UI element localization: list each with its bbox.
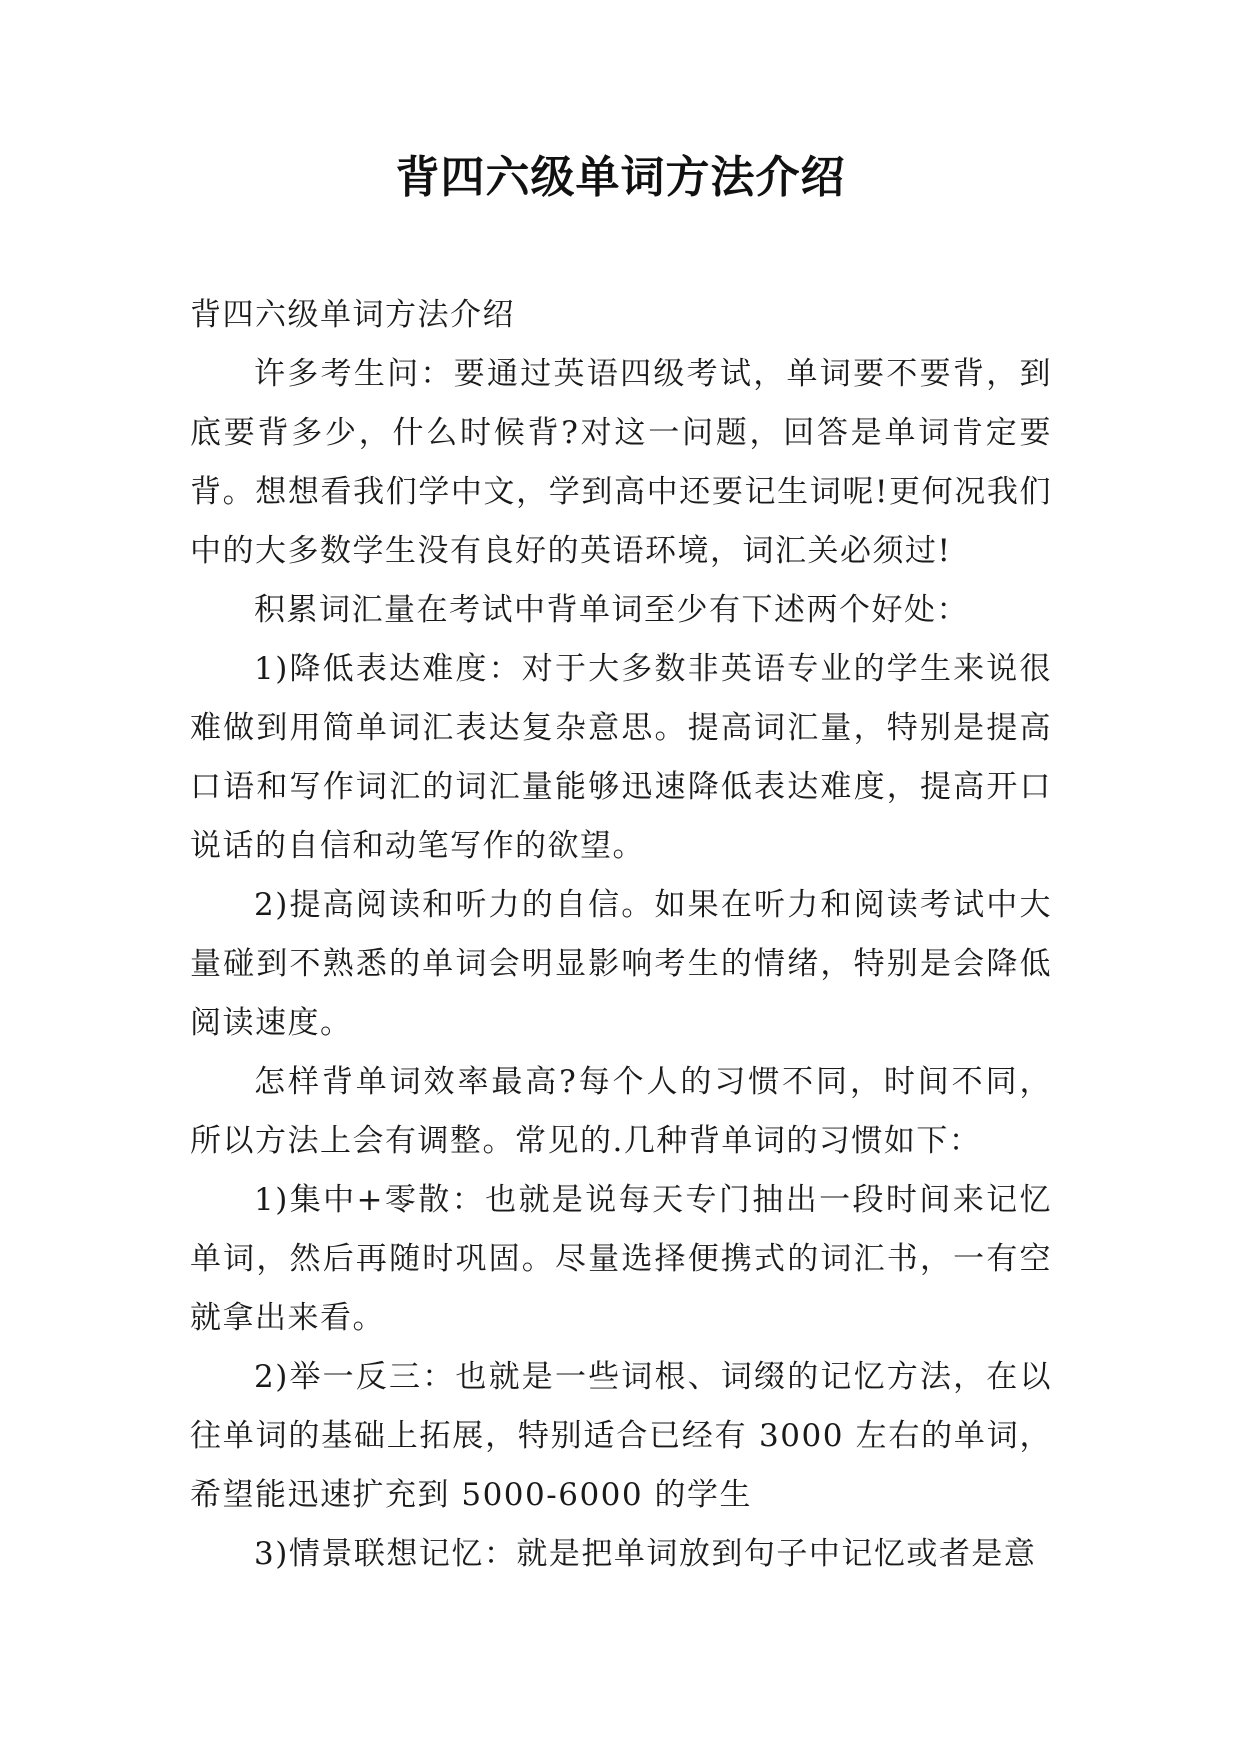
- document-title: 背四六级单词方法介绍: [395, 152, 846, 203]
- paragraph-benefits-heading: 积累词汇量在考试中背单词至少有下述两个好处：: [254, 592, 969, 628]
- paragraph-method-2: 2)举一反三：也就是一些词根、词缀的记忆方法，在以往单词的基础上拓展，特别适合已经有 3000 左右的单词，希望能迅速扩充到 5000-6000 的学生: [190, 1359, 1052, 1513]
- paragraph-benefit-1: 1)降低表达难度：对于大多数非英语专业的学生来说很难做到用简单词汇表达复杂意思。提高词汇量，特别是提高口语和写作词汇的词汇量能够迅速降低表达难度，提高开口说话的自信和动笔写作的欲望。: [190, 651, 1052, 864]
- paragraph-method-1: 1)集中+零散：也就是说每天专门抽出一段时间来记忆单词，然后再随时巩固。尽量选择便携式的词汇书，一有空就拿出来看。: [190, 1182, 1052, 1336]
- paragraph-method-3: 3)情景联想记忆：就是把单词放到句子中记忆或者是意: [254, 1536, 1037, 1572]
- paragraph-methods-heading: 怎样背单词效率最高?每个人的习惯不同，时间不同，所以方法上会有调整。常见的.几种背单词的习惯如下：: [190, 1064, 1052, 1159]
- paragraph-benefit-2: 2)提高阅读和听力的自信。如果在听力和阅读考试中大量碰到不熟悉的单词会明显影响考生的情绪，特别是会降低阅读速度。: [190, 887, 1052, 1041]
- document-body: [190, 286, 1052, 1584]
- document-subtitle: 背四六级单词方法介绍: [190, 297, 515, 333]
- paragraph-intro: 许多考生问：要通过英语四级考试，单词要不要背，到底要背多少，什么时候背?对这一问题，回答是单词肯定要背。想想看我们学中文，学到高中还要记生词呢!更何况我们中的大多数学生没有良好的英语环境，词汇关必须过!: [190, 356, 1052, 569]
